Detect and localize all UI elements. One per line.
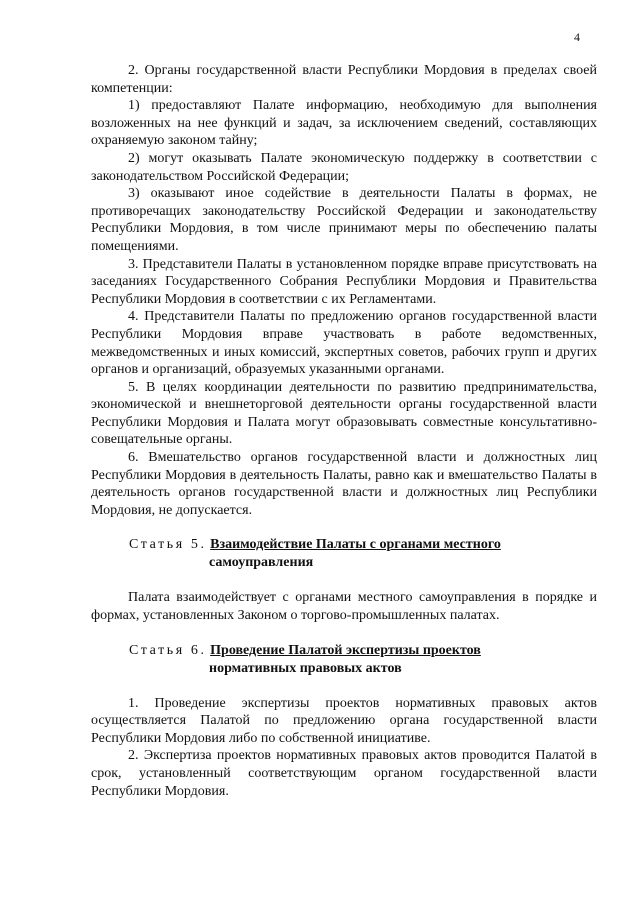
article-6-title: Проведение Палатой экспертизы проектов (210, 642, 481, 658)
paragraph: 2) могут оказывать Палате экономическую поддержку в соответствии с законодательством Российской Федерации; (91, 150, 597, 184)
paragraph: 5. В целях координации деятельности по развитию предпринимательства, экономической и внешнеторговой деятельности органы государственной власти Республики Мордовия и Палата могут образовывать совместные консультативно-совещательные органы. (91, 379, 597, 448)
article-6-title-cont: нормативных правовых актов (209, 660, 402, 676)
paragraph: 4. Представители Палаты по предложению органов государственной власти Республики Мордовия вправе участвовать в работе ведомственных, межведомственных и иных комиссий, экспертных советов, рабочих групп и других органов и организаций, образуемых указанными органами. (91, 309, 597, 378)
paragraph: 2. Органы государственной власти Республики Мордовия в пределах своей компетенции: (91, 63, 597, 96)
article-5-heading (91, 536, 597, 554)
article-5-title: Взаимодействие Палаты с органами местного (210, 537, 501, 553)
paragraph: 1) предоставляют Палате информацию, необходимую для выполнения возложенных на нее функций и задач, за исключением сведений, составляющих охраняемую законом тайну; (91, 98, 597, 149)
article-6-heading (91, 642, 597, 660)
article-6-paragraph: 2. Экспертиза проектов нормативных правовых актов проводится Палатой в срок, установленный соответствующим органом государственной власти Республики Мордовия. (91, 748, 597, 799)
document-body (91, 62, 597, 800)
article-5-text: Палата взаимодействует с органами местного самоуправления в порядке и формах, установленных Законом о торгово-промышленных палатах. (91, 590, 597, 624)
article-6-paragraph: 1. Проведение экспертизы проектов нормативных правовых актов осуществляется Палатой по предложению органа государственной власти Республики Мордовия либо по собственной инициативе. (91, 695, 597, 746)
article-5-lead: Статья 5. (129, 537, 207, 553)
paragraph: 6. Вмешательство органов государственной власти и должностных лиц Республики Мордовия в деятельность Палаты, равно как и вмешательство Палаты в деятельность органов государственной власти и должностных лиц Республики Мордовия, не допускается. (91, 450, 597, 518)
paragraph: 3. Представители Палаты в установленном порядке вправе присутствовать на заседаниях Государственного Собрания Республики Мордовия и Правительства Республики Мордовия в соответствии с их Регламентами. (91, 256, 597, 307)
article-5-title-cont: самоуправления (209, 555, 314, 571)
page-number: 4 (574, 30, 580, 44)
article-6-lead: Статья 6. (129, 642, 207, 658)
paragraph: 3) оказывают иное содействие в деятельности Палаты в формах, не противоречащих законодательству Российской Федерации и законодательству Республики Мордовия, в том числе принимают меры по обеспечению палаты помещениями. (91, 186, 597, 254)
